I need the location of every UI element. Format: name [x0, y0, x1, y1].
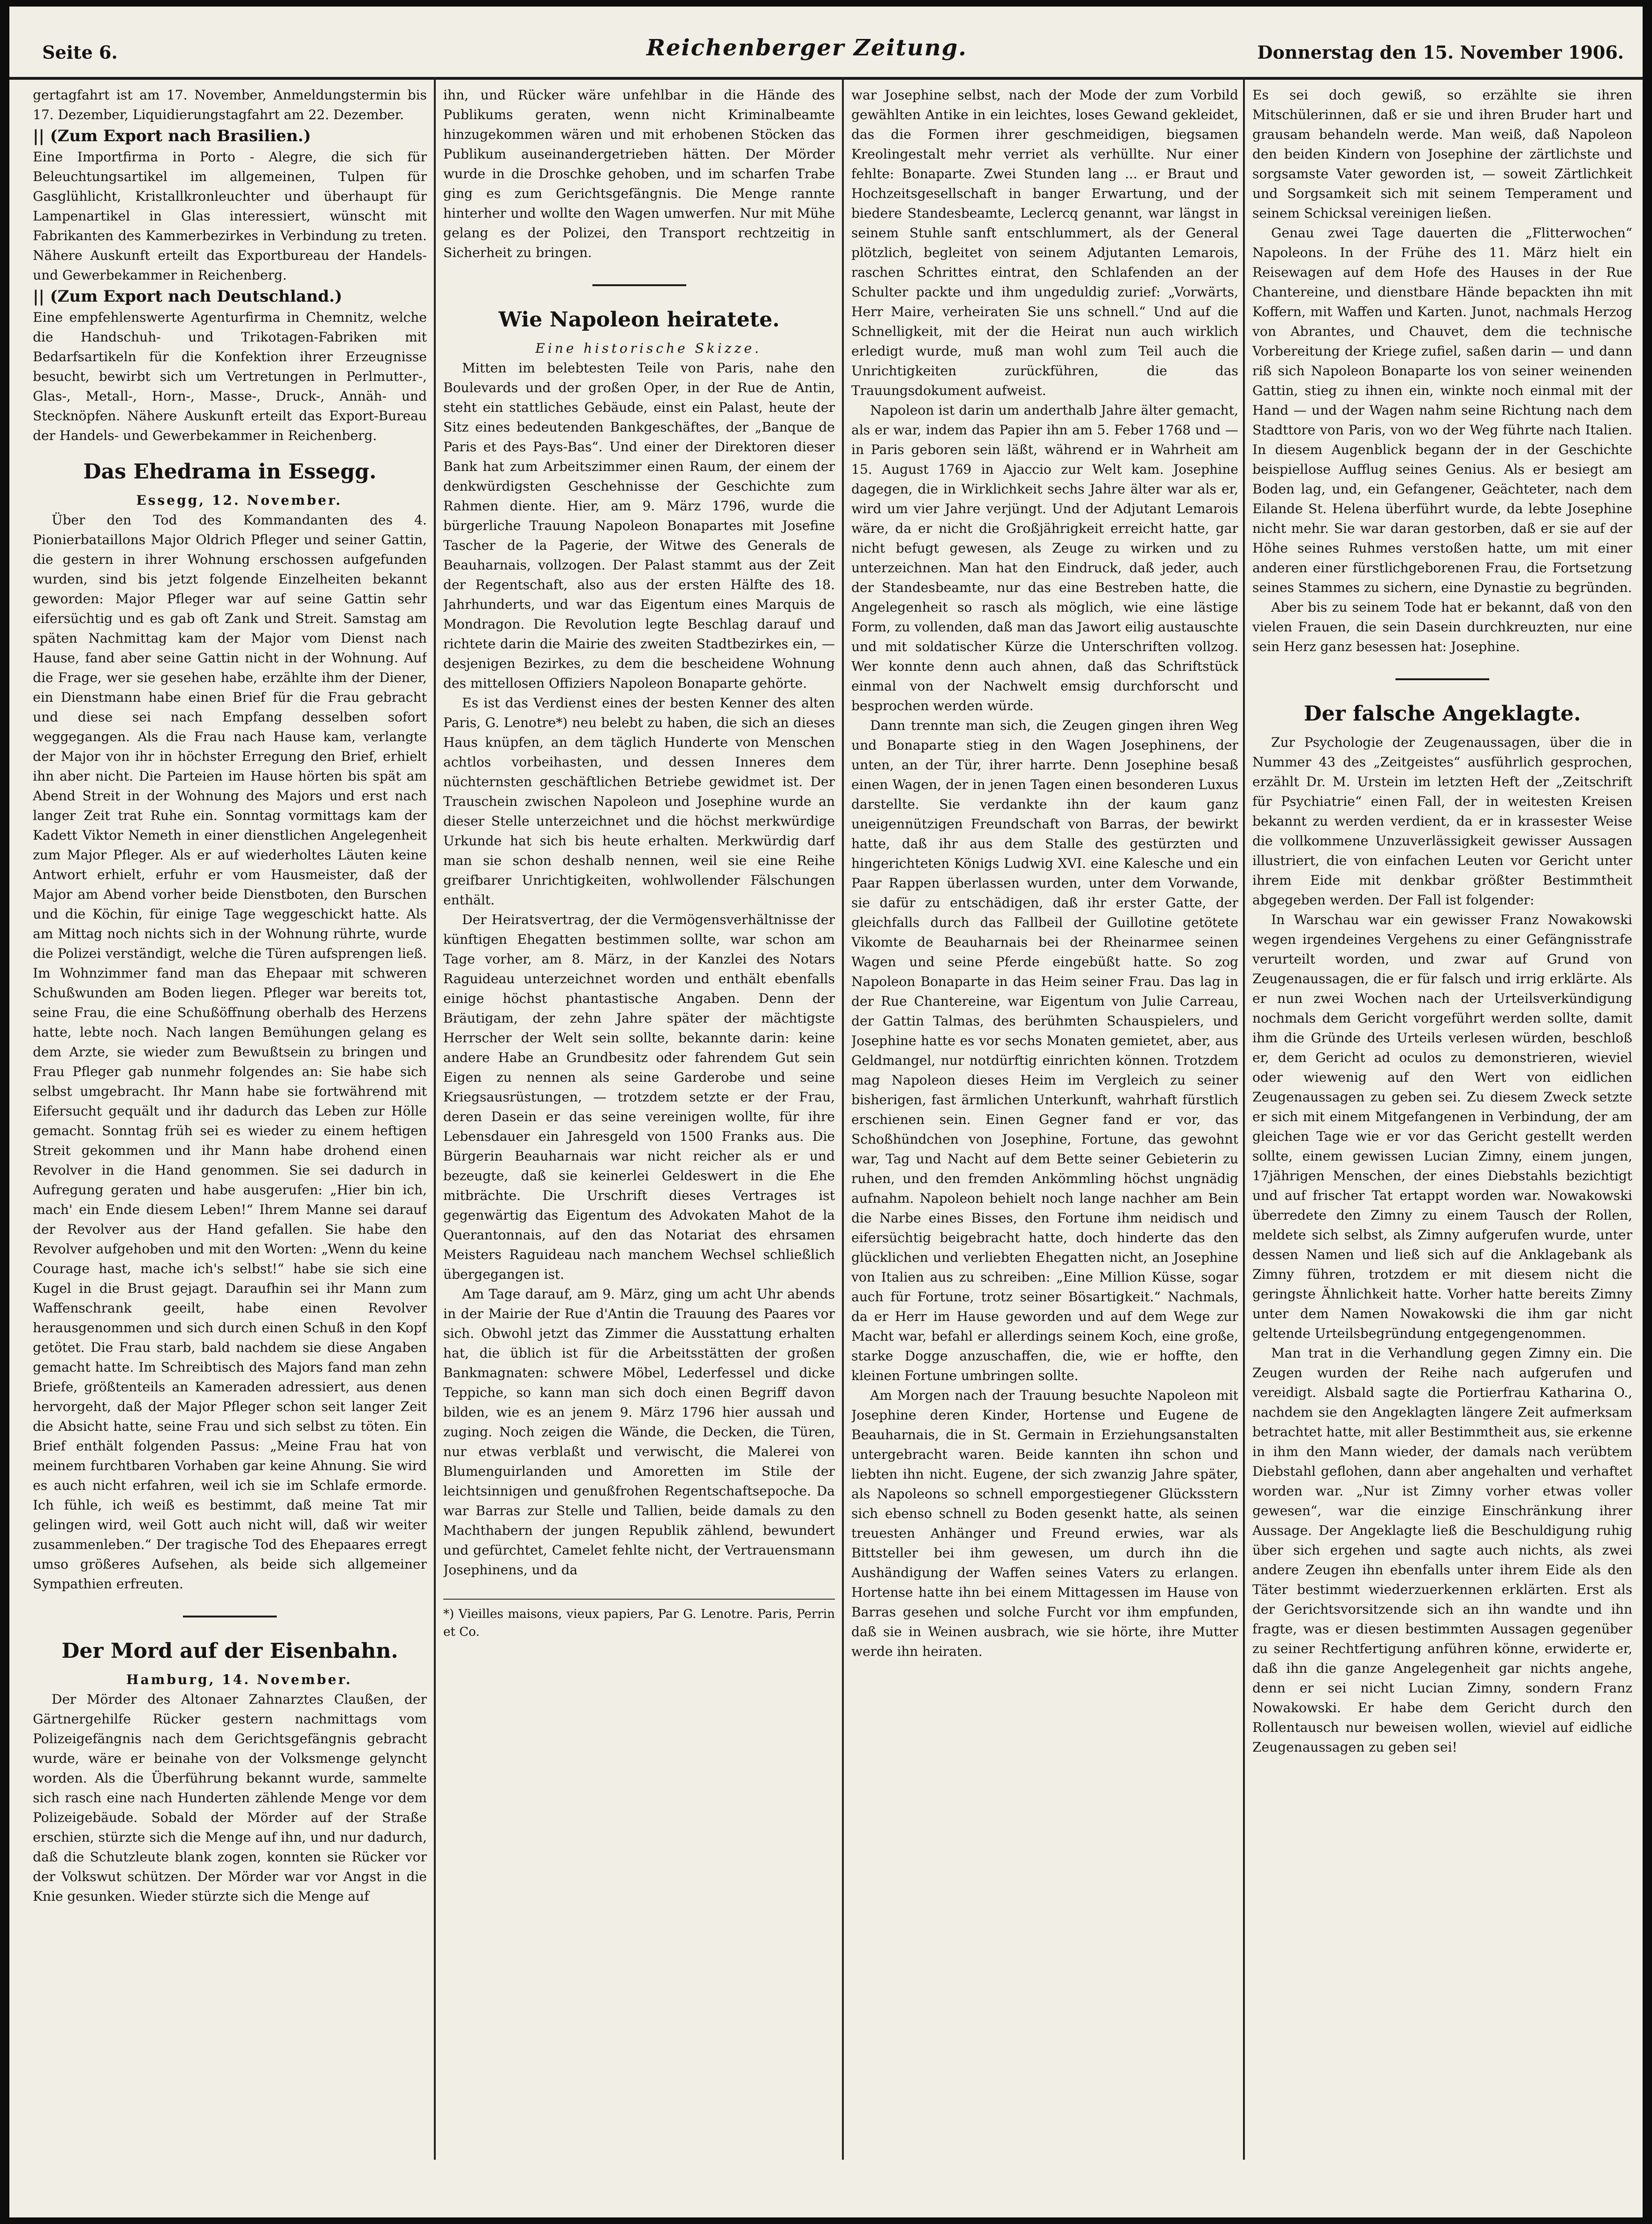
issue-date: Donnerstag den 15. November 1906.	[1257, 42, 1624, 63]
newspaper-page	[9, 7, 1643, 2217]
article-ehedrama-body: Über den Tod des Kommandanten des 4. Pionierbataillons Major Oldrich Pfleger und seiner Gattin, die gestern in ihrer Wohnung erschossen aufgefunden wurden, sind bis jetzt folgende Einzelheiten bekannt geworden: Major Pfleger war auf seine Gattin sehr eifersüchtig und es gab oft Zank und Streit. Samstag am späten Nachmittag kam der Major vom Dienst nach Hause, fand aber seine Gattin nicht in der Wohnung. Auf die Frage, wer sie gesehen habe, erzählte ihm der Diener, ein Dienstmann habe einen Brief für die Frau gebracht und diese sei nach Empfang desselben sofort weggegangen. Als die Frau nach Hause kam, verlangte der Major von ihr in höchster Erregung den Brief, erhielt ihn aber nicht. Die Parteien im Hause hörten bis spät am Abend Streit in der Wohnung des Majors und erst nach langer Zeit trat Ruhe ein. Sonntag vormittags kam der Kadett Viktor Nemeth in einer dienstlichen Angelegenheit zum Major Pfleger. Als er auf wiederholtes Läuten keine Antwort erhielt, erfuhr er vom Hausmeister, daß der Major am Abend vorher beide Dienstboten, den Burschen und die Köchin, für einige Tage weggeschickt hatte. Als am Mittag noch nichts sich in der Wohnung rührte, wurde die Polizei verständigt, welche die Türen aufsprengen ließ. Im Wohnzimmer fand man das Ehepaar mit schweren Schußwunden am Boden liegen. Pfleger war bereits tot, seine Frau, die eine Schußöffnung oberhalb des Herzens hatte, lebte noch. Nach langen Bemühungen gelang es dem Arzte, sie wieder zum Bewußtsein zu bringen und Frau Pfleger gab nunmehr folgendes an: Sie habe sich selbst umgebracht. Ihr Mann habe sie fortwährend mit Eifersucht gequält und ihr dadurch das Leben zur Hölle gemacht. Sonntag früh sei es wieder zu einem heftigen Streit gekommen und ihr Mann habe drohend einen Revolver in die Hand genommen. Sie sei dadurch in Aufregung geraten und habe ausgerufen: „Hier bin ich, mach' ein Ende diesem Leben!“ Ihrem Manne sei darauf der Revolver aus der Hand gefallen. Sie habe den Revolver aufgehoben und mit den Worten: „Wenn du keine Courage hast, mache ich's selbst!“ habe sie sich eine Kugel in die Brust gejagt. Daraufhin sei ihr Mann zum Waffenschrank geeilt, habe einen Revolver herausgenommen und sich durch einen Schuß in den Kopf getötet. Die Frau starb, bald nachdem sie diese Angaben gemacht hatte. Im Schreibtisch des Majors fand man zehn Briefe, größtenteils an Kameraden adressiert, aus denen hervorgeht, daß der Major Pfleger schon seit langer Zeit die Absicht hatte, seine Frau und sich selbst zu töten. Ein Brief enthält folgenden Passus: „Meine Frau hat von meinem furchtbaren Vorhaben gar keine Ahnung. Sie wird es auch nicht erfahren, weil ich sie im Schlafe ermorde. Ich fühle, ich weiß es bestimmt, daß meine Tat mir gelingen wird, weil Gott auch nicht will, daß wir weiter zusammenleben.“ Der tragische Tod des Ehepaares erregt umso größeres Aufsehen, als beide sich allgemeiner Sympathien erfreuten.	[33, 512, 427, 1592]
headline-mord: Der Mord auf der Eisenbahn.	[61, 1639, 398, 1663]
napoleon-paragraph: Es ist das Verdienst eines der besten Kenner des alten Paris, G. Lenotre*) neu belebt zu haben, die sich an dieses Haus knüpfen, an dem täglich Hunderte von Menschen achtlos vorbeihasten, und dessen Inneres dem nüchternsten geschäftlichen Betriebe gewidmet ist. Der Trauschein zwischen Napoleon und Josephine wurde an dieser Stelle unterzeichnet und die höchst merkwürdige Urkunde hat sich bis heute erhalten. Merkwürdig darf man sie schon deshalb nennen, weil sie eine Reihe greifbarer Unrichtigkeiten, wohlwollender Fälschungen enthält.	[443, 695, 835, 908]
napoleon-paragraph: Der Heiratsvertrag, der die Vermögensverhältnisse der künftigen Ehegatten bestimmen sollte, war schon am Tage vorher, am 8. März, in der Kanzlei des Notars Raguideau unterzeichnet worden und enthält ebenfalls einige höchst phantastische Angaben. Denn der Bräutigam, der zehn Jahre später der mächtigste Herrscher der Welt sein sollte, bekannte darin: keine andere Habe an Grundbesitz oder fahrendem Gut sein Eigen zu nennen als seine Garderobe und seine Kriegsausrüstungen, — trotzdem setzte er der Frau, deren Dasein er das seine vereinigen wollte, für ihre Lebensdauer ein Jahresgeld von 1500 Franks aus. Die Bürgerin Beauharnais war nicht reicher als er und bezeugte, daß sie keinerlei Geldeswert in die Ehe mitbrächte. Die Urschrift dieses Vertrages ist gegenwärtig das Eigentum des Advokaten Mahot de la Querantonnais, auf den das Notariat des ehrsamen Meisters Raguideau nach manchem Wechsel schließlich übergegangen ist.	[443, 912, 835, 1282]
napoleon-paragraph: Napoleon ist darin um anderthalb Jahre älter gemacht, als er war, indem das Papier ihn am 5. Feber 1768 und — in Paris geboren sein läßt, während er in Wahrheit am 15. August 1769 in Ajaccio zur Welt kam. Josephine dagegen, die in Wirklichkeit sechs Jahre älter war als er, wird um vier Jahre verjüngt. Und der Adjutant Lemarois wäre, da er nicht die Großjährigkeit erreicht hatte, gar nicht befugt gewesen, als Zeuge zu wirken und zu unterzeichnen. Man hat den Eindruck, daß jeder, auch der Standesbeamte, nur das eine Bestreben hatte, die Angelegenheit so rasch als möglich, wie eine lästige Form, zu vollenden, daß man das Jawort eilig austauschte und mit soldatischer Kürze die Unterschriften vollzog. Wer konnte denn auch ahnen, daß das Schriftstück einmal von der Nachwelt emsig durchforscht und besprochen werden würde.	[851, 402, 1238, 714]
column-1	[33, 85, 427, 2159]
napoleon-paragraph: Genau zwei Tage dauerten die „Flitterwochen“ Napoleons. In der Frühe des 11. März hielt ein Reisewagen auf dem Hofe des Hauses in der Rue Chantereine, und dienstbare Hände bepackten ihn mit Koffern, mit Waffen und Karten. Junot, nachmals Herzog von Abrantes, und Chauvet, dem die technische Vorbereitung der Kriege zufiel, saßen darin — und dann riß sich Napoleon Bonaparte los von seiner weinenden Gattin, stieg zu ihnen ein, winkte noch einmal mit der Hand — und der Wagen nahm seine Richtung nach dem Stadttore von Paris, von wo der Weg führte nach Italien. In diesem Augenblick begann der in der Geschichte beispiellose Aufflug seines Genius. Als er besiegt am Boden lag, und, ein Gefangener, Geächteter, nach dem Eilande St. Helena überführt wurde, da lebte Josephine nicht mehr. Sie war daran gestorben, daß er sie auf der Höhe seines Ruhmes verstoßen hatte, um mit einer anderen einer fürstlichgeborenen Frau, die Fortsetzung seines Stammes zu sichern, eine Dynastie zu begründen.	[1252, 225, 1632, 595]
page-header	[9, 7, 1643, 77]
napoleon-paragraph: Am Tage darauf, am 9. März, ging um acht Uhr abends in der Mairie der Rue d'Antin die Trauung des Paares vor sich. Obwohl jetzt das Zimmer die Ausstattung erhalten hat, die üblich ist für die Arbeitsstätten der großen Bankmagnaten: schwere Möbel, Lederfessel und dicke Teppiche, so kann man sich doch einen Begriff davon bilden, wie es an jenem 9. März 1796 hier aussah und zuging. Noch zeigen die Wände, die Decken, die Türen, nur etwas verblaßt und verwischt, die Malerei von Blumenguirlanden und Amoretten im Stile der leichtsinnigen und genußfrohen Regentschaftsepoche. Da war Barras zur Stelle und Tallien, beide damals zu den Machthabern der jungen Republik zählend, bewundert und gefürchtet, Camelet fehlte nicht, der Vertrauensmann Josephinens, und da	[443, 1286, 835, 1578]
intro-paragraph: gertagfahrt ist am 17. November, Anmeldungstermin bis 17. Dezember, Liquidierungstagfahrt am 22. Dezember.	[33, 87, 427, 122]
export-germany-text: Eine empfehlenswerte Agenturfirma in Chemnitz, welche die Handschuh- und Trikotagen-Fabriken mit Bedarfsartikeln für die Konfektion ihrer Erzeugnisse besucht, bewirbt sich um Vertretungen in Perlmutter-, Glas-, Metall-, Horn-, Masse-, Druck-, Annäh- und Stecknöpfen. Nähere Auskunft erteilt das Export-Bureau der Handels- und Gewerbekammer in Reichenberg.	[33, 310, 427, 443]
angeklagte-paragraph: In Warschau war ein gewisser Franz Nowakowski wegen irgendeines Vergehens zu einer Gefängnisstrafe verurteilt worden, und zwar auf Grund von Zeugenaussagen, die er für falsch und irrig erklärte. Als er nun zwei Wochen nach der Urteilsverkündigung nochmals dem Gericht vorgeführt werden sollte, damit ihm die Gründe des Urteils verlesen würden, beschloß er, dem Gericht ad oculos zu demonstrieren, wieviel oder wiewenig auf den Wert von eidlichen Zeugenaussagen zu geben sei. Zu diesem Zweck setzte er sich mit einem Mitgefangenen in Verbindung, der am gleichen Tage wie er vor das Gericht gestellt werden sollte, einem gewissen Lucian Zimny, einem jungen, 17jährigen Menschen, der eines Diebstahls bezichtigt und auf frischer Tat ertappt worden war. Nowakowski überredete den Zimny zu einem Tausch der Rollen, meldete sich selbst, als Zimny aufgerufen wurde, unter dessen Namen und ließ sich auf die Anklagebank als Zimny führen, trotzdem er mit diesem nicht die geringste Ähnlichkeit hatte. Vorher hatte bereits Zimny unter dem Namen Nowakowski die ihm gar nicht geltende Urteilsbegründung entgegengenommen.	[1252, 912, 1632, 1341]
headline-angeklagte: Der falsche Angeklagte.	[1303, 702, 1581, 726]
column-3	[851, 85, 1238, 2159]
article-mord-body: Der Mörder des Altonaer Zahnarztes Claußen, der Gärtnergehilfe Rücker gestern nachmittags vom Polizeigefängnis nach dem Gerichtsgefängnis gebracht wurde, wäre er beinahe von der Volksmenge gelyncht worden. Als die Überführung bekannt wurde, sammelte sich rasch eine nach Hunderten zählende Menge vor dem Polizeigebäude. Sobald der Mörder auf der Straße erschien, stürzte sich die Menge auf ihn, und nur dadurch, daß die Schutzleute blank zogen, konnten sie Rücker vor der Volkswut schützen. Der Mörder war vor Angst in die Knie gesunken. Wieder stürzte sich die Menge auf	[33, 1692, 427, 1904]
export-brazil-title: || (Zum Export nach Brasilien.)	[33, 127, 311, 145]
column-divider	[842, 77, 844, 2160]
masthead: Reichenberger Zeitung.	[646, 35, 967, 61]
angeklagte-paragraph: Zur Psychologie der Zeugenaussagen, über die in Nummer 43 des „Zeitgeistes“ ausführlich gesprochen, erzählt Dr. M. Urstein im letzten Heft der „Zeitschrift für Psychiatrie“ einen Fall, der in weitesten Kreisen bekannt zu werden verdient, da er in krassester Weise die vollkommene Unzuverlässigkeit gewisser Aussagen illustriert, die von einfachen Leuten vor Gericht unter ihrem Eide mit denkbar größter Bestimmtheit abgegeben werden. Der Fall ist folgender:	[1252, 735, 1632, 908]
subtitle-napoleon: Eine historische Skizze.	[535, 341, 762, 356]
dateline-essegg: Essegg, 12. November.	[136, 493, 342, 508]
dateline-hamburg: Hamburg, 14. November.	[126, 1672, 352, 1687]
separator	[592, 284, 686, 286]
napoleon-paragraph: Dann trennte man sich, die Zeugen gingen ihren Weg und Bonaparte stieg in den Wagen Josephinens, der unten, an der Tür, ihrer harrte. Denn Josephine besaß einen Wagen, der in jenen Tagen einen besonderen Luxus darstellte. Sie verdankte ihn der kaum ganz uneigennützigen Freundschaft von Barras, der bewirkt hatte, daß ihr aus dem Stalle des gestürzten und hingerichteten Königs Ludwig XVI. eine Kalesche und ein Paar Rappen überlassen wurden, unter dem Vorwande, sie dafür zu entschädigen, daß ihr erster Gatte, der gleichfalls durch das Fallbeil der Guillotine getötete Vikomte de Beauharnais bei der Rheinarmee seinen Wagen und seine Pferde eingebüßt hatte. So zog Napoleon Bonaparte in das Heim seiner Frau. Das lag in der Rue Chantereine, war Eigentum von Julie Carreau, der Gattin Talmas, des berühmten Schauspielers, und Josephine hatte es vor sechs Monaten gemietet, aber, aus Geldmangel, nur notdürftig einrichten können. Trotzdem mag Napoleon dieses Heim im Vergleich zu seiner bisherigen, fast ärmlichen Unterkunft, wahrhaft fürstlich erschienen sein. Einen Gegner fand er vor, das Schoßhündchen von Josephine, Fortune, das gewohnt war, Tag und Nacht auf dem Bette seiner Gebieterin zu ruhen, und den fremden Ankömmling höchst ungnädig aufnahm. Napoleon behielt noch lange nachher am Bein die Narbe eines Bisses, den Fortune ihm neidisch und eifersüchtig beigebracht hatte, doch hinderte das den glücklichen und verliebten Ehegatten nicht, an Josephine von Italien aus zu schreiben: „Eine Million Küsse, sogar auch für Fortune, trotz seiner Bösartigkeit.“ Nachmals, da er Herr im Hause geworden und auf dem Wege zur Macht war, befahl er allerdings seinem Koch, eine große, starke Dogge anzuschaffen, die, wie er hoffte, den kleinen Fortune umbringen sollte.	[851, 718, 1238, 1383]
article-mord-continued: ihn, und Rücker wäre unfehlbar in die Hände des Publikums geraten, wenn nicht Kriminalbeamte hinzugekommen wären und mit erhobenen Stöcken das Publikum auseinandergetrieben hätten. Der Mörder wurde in die Droschke gehoben, und im scharfen Trabe ging es zum Gerichtsgefängnis. Die Menge rannte hinterher und wollte den Wagen umwerfen. Nur mit Mühe gelang es der Polizei, den Transport rechtzeitig in Sicherheit zu bringen.	[443, 87, 835, 260]
footnote: *) Vieilles maisons, vieux papiers, Par G. Lenotre. Paris, Perrin et Co.	[443, 1599, 835, 1641]
angeklagte-paragraph: Man trat in die Verhandlung gegen Zimny ein. Die Zeugen wurden der Reihe nach aufgerufen und vereidigt. Alsbald sagte die Portierfrau Katharina O., nachdem sie den Angeklagten längere Zeit aufmerksam betrachtet hatte, mit aller Bestimmtheit aus, sie erkenne in ihm den Mann wieder, der damals nach verübtem Diebstahl geflohen, dann aber angehalten und verhaftet worden war. „Nur ist Zimny vorher etwas voller gewesen“, war die einzige Einschränkung ihrer Aussage. Der Angeklagte ließ die Beschuldigung ruhig über sich ergehen und sagte auch nichts, als zwei andere Zeugen ihn ebenfalls unter ihrem Eide als den Täter bestimmt wiederzuerkennen erklärten. Erst als der Gerichtsvorsitzende sich an ihn wandte und ihn fragte, was er diesen bestimmten Aussagen gegenüber zu seiner Rechtfertigung anführen könne, erwiderte er, daß ihn die ganze Angelegenheit gar nichts angehe, denn er sei nicht Lucian Zimny, sondern Franz Nowakowski. Er habe dem Gericht durch den Rollentausch nur beweisen wollen, wieviel auf eidliche Zeugenaussagen zu geben sei!	[1252, 1345, 1632, 1755]
separator	[1395, 678, 1489, 680]
napoleon-paragraph: war Josephine selbst, nach der Mode der zum Vorbild gewählten Antike in ein leichtes, loses Gewand gekleidet, das die Formen ihrer geschmeidigen, biegsamen Kreolingestalt mehr verriet als verhüllte. Nur einer fehlte: Bonaparte. Zwei Stunden lang ... er Braut und Hochzeitsgesellschaft in banger Erwartung, und der biedere Standesbeamte, Leclercq genannt, war längst in seinem Stuhle sanft entschlummert, als der General plötzlich, begleitet von seinem Adjutanten Lemarois, raschen Schrittes eintrat, den Schlafenden an der Schulter packte und ihm ungeduldig zurief: „Vorwärts, Herr Maire, verheiraten Sie uns schnell.“ Und auf die Schnelligkeit, mit der die Heirat nun auch wirklich erledigt wurde, muß man wohl zum Teil auch die Unrichtigkeiten zurückführen, die das Trauungsdokument aufweist.	[851, 87, 1238, 398]
napoleon-paragraph: Aber bis zu seinem Tode hat er bekannt, daß von den vielen Frauen, die sein Dasein durchkreuzten, nur eine sein Herz ganz besessen hat: Josephine.	[1252, 600, 1632, 654]
napoleon-paragraph: Es sei doch gewiß, so erzählte sie ihren Mitschülerinnen, daß er sie und ihren Bruder hart und grausam behandeln werde. Man weiß, daß Napoleon den beiden Kindern von Josephine der zärtlichste und sorgsamste Vater geworden ist, — soweit Zärtlichkeit und Sorgsamkeit sich mit seinem Temperament und seinem Schicksal vereinigen ließen.	[1252, 87, 1632, 221]
headline-ehedrama: Das Ehedrama in Essegg.	[83, 460, 377, 484]
column-2	[443, 85, 835, 2159]
page-number: Seite 6.	[42, 42, 118, 63]
column-divider	[1243, 77, 1245, 2160]
napoleon-paragraph: Am Morgen nach der Trauung besuchte Napoleon mit Josephine deren Kinder, Hortense und Eugene de Beauharnais, die in St. Germain in Erziehungsanstalten untergebracht waren. Beide kannten ihn schon und liebten ihn nicht. Eugene, der sich zwanzig Jahre später, als Napoleons so schnell emporgestiegener Glücksstern sich ebenso schnell zu Boden gesenkt hatte, als seinen treuesten Anhänger und Freund erwies, war als Bittsteller bei ihm gewesen, um durch ihn die Aushändigung der Waffen seines Vaters zu erlangen. Hortense hatte ihn bei einem Mittagessen im Hause von Barras gesehen und solche Furcht vor ihm empfunden, daß sie in Weinen ausbrach, wie sie hörte, ihre Mutter werde ihn heiraten.	[851, 1388, 1238, 1659]
headline-napoleon: Wie Napoleon heiratete.	[498, 308, 780, 332]
export-brazil-text: Eine Importfirma in Porto - Alegre, die sich für Beleuchtungsartikel im allgemeinen, Tulpen für Gasglühlicht, Kristallkronleuchter und überhaupt für Lampenartikel in Glas interessiert, wünscht mit Fabrikanten des Kammerbezirkes in Verbindung zu treten. Nähere Auskunft erteilt das Exportbureau der Handels- und Gewerbekammer in Reichenberg.	[33, 149, 427, 283]
napoleon-paragraph: Mitten im belebtesten Teile von Paris, nahe den Boulevards und der großen Oper, in der Rue de Antin, steht ein stattliches Gebäude, einst ein Palast, heute der Sitz eines bedeutenden Bankgeschäftes, der „Banque de Paris et des Pays-Bas“. Und einer der Direktoren dieser Bank hat zum Arbeitszimmer einen Raum, der einem der denkwürdigsten Geschehnisse der Geschichte zum Rahmen diente. Hier, am 9. März 1796, wurde die bürgerliche Trauung Napoleon Bonapartes mit Josefine Tascher de la Pagerie, der Witwe des Generals de Beauharnais, vollzogen. Der Palast stammt aus der Zeit der Regentschaft, also aus der ersten Hälfte des 18. Jahrhunderts, und war das Eigentum eines Marquis de Mondragon. Die Revolution legte Beschlag darauf und richtete darin die Mairie des zweiten Stadtbezirkes ein, — desjenigen Bezirkes, zu dem die bescheidene Wohnung des mittellosen Offiziers Napoleon Bonaparte gehörte.	[443, 360, 835, 691]
header-rule	[9, 77, 1643, 80]
separator	[183, 1616, 277, 1617]
column-divider	[434, 77, 436, 2160]
column-4	[1252, 85, 1632, 2159]
export-germany-title: || (Zum Export nach Deutschland.)	[33, 287, 342, 306]
